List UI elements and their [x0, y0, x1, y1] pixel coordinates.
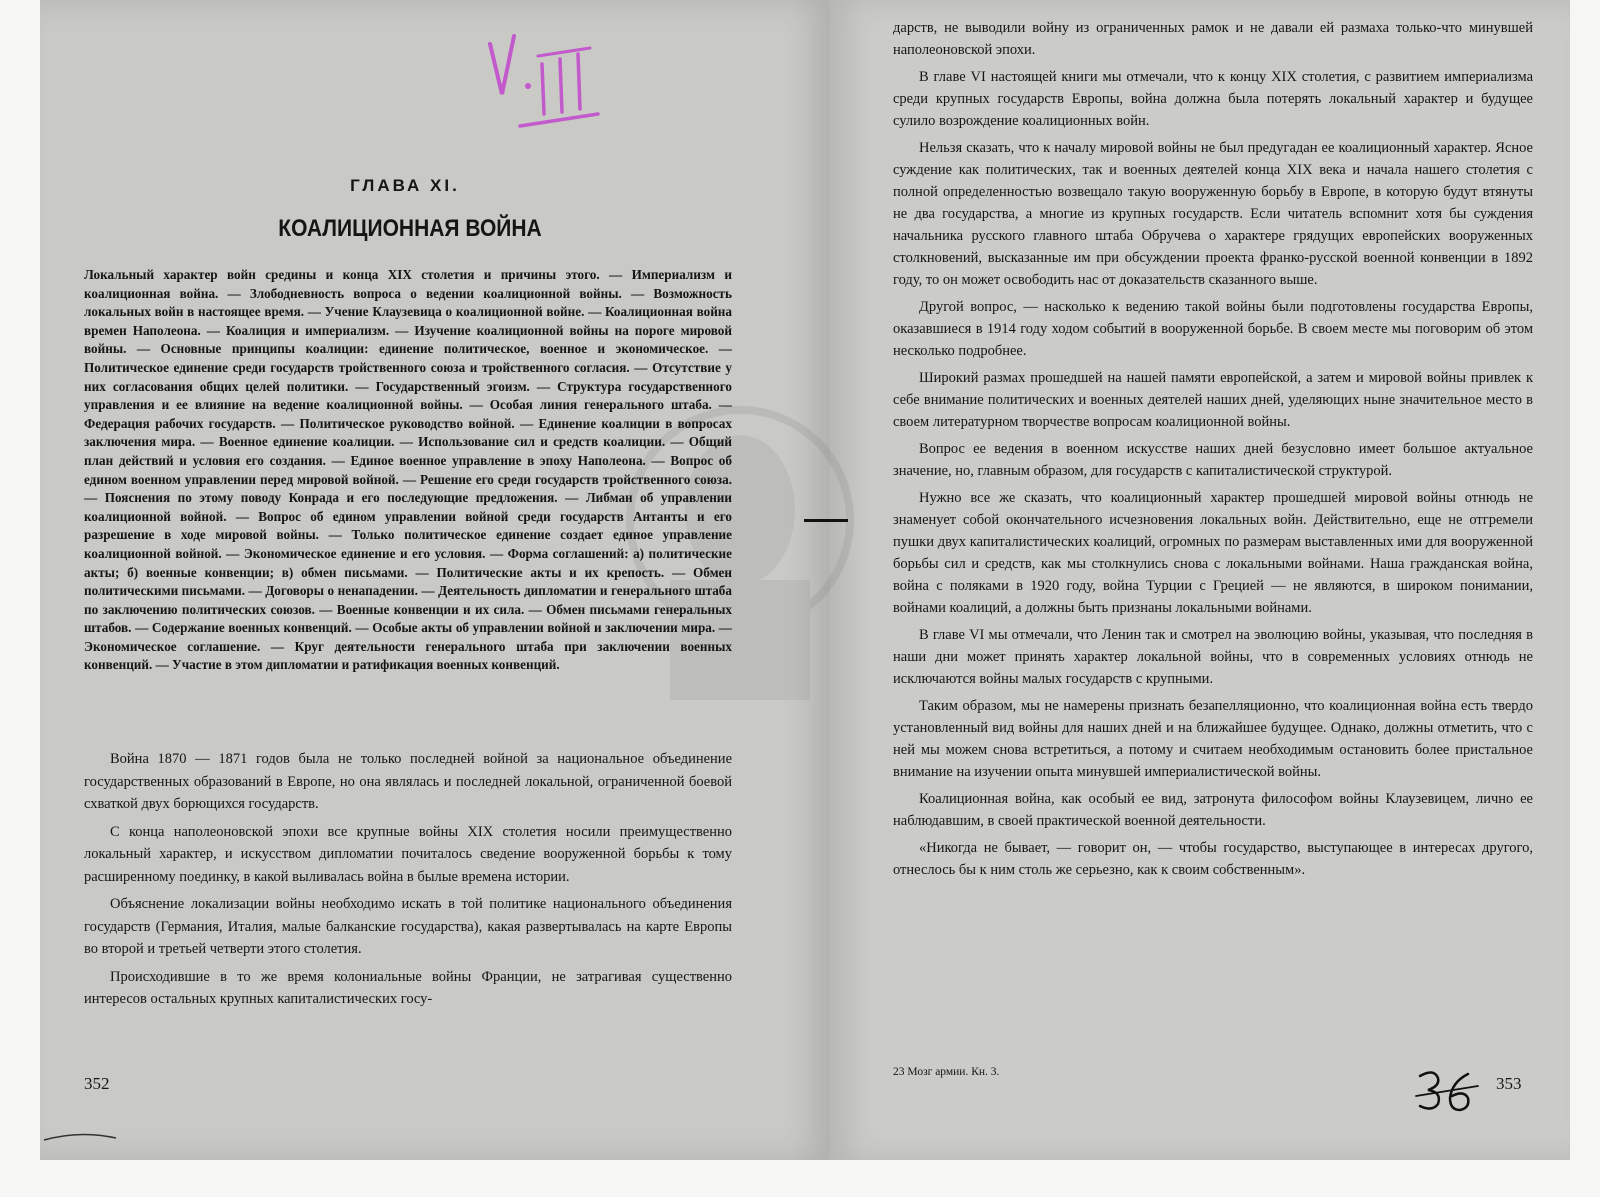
- footnote: 23 Мозг армии. Кн. 3.: [893, 1066, 1000, 1078]
- right-page-number: 353: [1496, 1074, 1522, 1093]
- right-paragraph: В главе VI мы отмечали, что Ленин так и смотрел на эволюцию войны, указывая, что последняя в наши дни может принять характер локальной войны, что в современных условиях отнюдь не исключаются войны малых государств с крупными.: [893, 627, 1533, 687]
- chapter-title: КОАЛИЦИОННАЯ ВОЙНА: [278, 215, 542, 242]
- gutter-mark: [804, 519, 848, 522]
- right-paragraph: В главе VI настоящей книги мы отмечали, что к концу XIX столетия, с развитием империализма среди крупных государств Европы, война должна была потерять локальный характер и будущее сулило возрождение коалиционных войн.: [893, 69, 1533, 129]
- left-paragraph: Объяснение локализации войны необходимо искать в той политике национального объединения государств (Германия, Италия, малые балканские государства), какая развертывалась на карте Европы во второй и третьей четверти этого столетия.: [84, 896, 732, 957]
- right-paragraph: Коалиционная война, как особый ее вид, затронута философом войны Клаузевицем, лично ее наблюдавшим, в своей практической военной деятельности.: [893, 791, 1533, 829]
- left-paragraph: С конца наполеоновской эпохи все крупные войны XIX столетия носили преимущественно локальный характер, и искусством дипломатии почиталось сведение вооруженной борьбы к тому расширенному поединку, в какой выливалась война в былые времена истории.: [84, 823, 732, 885]
- right-paragraph: Нельзя сказать, что к началу мировой войны не был предугадан ее коалиционный характер. Ясное суждение как политических, так и военных деятелей конца XIX века и начала нашего столетия с полной определенностью возвещало такую вооруженную борьбу в Европе, в которую будут втянуты не два государства, а многие из крупных государств. Если читатель вспомнит хотя бы суждения начальника русского главного штаба Обручева о характере грядущих европейских вооруженных столкновений, высказанные им при обсуждении проекта франко-русской военной конвенции в 1892 году, то он может освободить нас от доказательств сказанного выше.: [893, 140, 1533, 288]
- right-paragraph: дарств, не выводили войну из ограниченных рамок и не давали ей размаха только-что минувшей наполеоновской эпохи.: [893, 20, 1533, 58]
- left-page-number: 352: [84, 1074, 110, 1093]
- right-paragraph: Широкий размах прошедшей на нашей памяти европейской, а затем и мировой войны привлек к себе внимание политических и военных деятелей наших дней, уделяющих ныне значительное место в своем литературном творчестве вопросам коалиционной войны.: [893, 370, 1533, 430]
- handwritten-annotation-mark: [480, 14, 630, 134]
- right-paragraph: Нужно все же сказать, что коалиционный характер прошедшей мировой войны отнюдь не знаменует собой окончательного исчезновения локальных войн. Действительно, еще не отгремели пушки двух капиталистических коалиций, огромных по размерам выставленных ими для вооруженной борьбы сил и средств, как мы столкнулись снова с локальными войнами. Наша гражданская война, война с поляками в 1920 году, война Турции с Грецией — не являются, в широком понимании, войнами коалиций, а должны быть признаны локальными войнами.: [893, 490, 1533, 616]
- handwritten-archive-number: [1412, 1066, 1482, 1116]
- right-paragraph: «Никогда не бывает, — говорит он, — чтобы государство, выступающее в интересах другого, отнеслось бы к ним столь же серьезно, как к своим собственным».: [893, 840, 1533, 878]
- right-page-body: [893, 17, 1533, 886]
- chapter-summary: Локальный характер войн средины и конца XIX столетия и причины этого. — Империализм и коалиционная война. — Злободневность вопроса о ведении коалиционной войны. — Возможность локальных войн в настоящее время. — Учение Клаузевица о коалиционной войне. — Коалиционная война времен Наполеона. — Коалиция и империализм. — Изучение коалиционной войны на пороге мировой войны. — Основные принципы коалиции: единение политическое, военное и экономическое. — Политическое единение среди государств тройственного союза и тройственного согласия. — Отсутствие у них согласования общих целей политики. — Государственный эгоизм. — Структура государственного управления и ее влияние на ведение коалиционной войны. — Особая линия генерального штаба. — Федерация рабочих государств. — Политическое руководство войной. — Единение коалиции в вопросах заключения мира. — Военное единение коалиции. — Использование сил и средств коалиции. — Общий план действий и условия его создания. — Единое военное управление в эпоху Наполеона. — Вопрос об едином военном управлении перед мировой войной. — Решение его среди государств тройственного союза. — Пояснения по этому поводу Конрада и его последующие предложения. — Либман об управлении коалиционной войной. — Вопрос об едином управлении войной среди государств Антанты и его разрешение в ходе мировой войны. — Только политическое единение создает единое управление коалиционной войной. — Экономическое единение и его условия. — Форма соглашений: а) политические акты; б) военные конвенции; в) обмен письмами. — Политические акты и их крепость. — Обмен политическими письмами. — Договоры о ненападении. — Деятельность дипломатии и генерального штаба по заключению политических союзов. — Военные конвенции и их сила. — Обмен письмами генеральных штабов. — Содержание военных конвенций. — Особые акты об управлении войной и заключении мира. — Экономическое соглашение. — Круг деятельности генерального штаба при заключении военных конвенций. — Участие в этом дипломатии и ратификация военных конвенций.: [84, 267, 732, 673]
- right-paragraph: Вопрос ее ведения в военном искусстве наших дней безусловно имеет большое актуальное значение, но, главным образом, для государств с капиталистической структурой.: [893, 441, 1533, 479]
- right-paragraph: Другой вопрос, — насколько к ведению такой войны были подготовлены государства Европы, оказавшиеся в 1914 году ходом событий в вооруженной борьбе. В своем месте мы поговорим об этом несколько подробнее.: [893, 299, 1533, 359]
- margin-pencil-mark: [40, 1110, 120, 1150]
- right-paragraph: Таким образом, мы не намерены признать безапелляционно, что коалиционная война есть твердо установленный вид войны для наших дней и на ближайшее будущее. Однако, должны отметить, что с ней мы можем снова встретиться, а потому и считаем необходимым остановить более пристальное внимание на изучении опыта минувшей империалистической войны.: [893, 698, 1533, 780]
- left-paragraph: Происходившие в то же время колониальные войны Франции, не затрагивая существенно интересов остальных крупных капиталистических госу-: [84, 968, 732, 1007]
- chapter-label: ГЛАВА XI.: [350, 176, 460, 195]
- left-page-body: [84, 748, 732, 1016]
- left-paragraph: Война 1870 — 1871 годов была не только последней войной за национальное объединение государственных образований в Европе, но она являлась и последней локальной, ограниченной боевой схваткой двух борющихся государств.: [84, 751, 732, 812]
